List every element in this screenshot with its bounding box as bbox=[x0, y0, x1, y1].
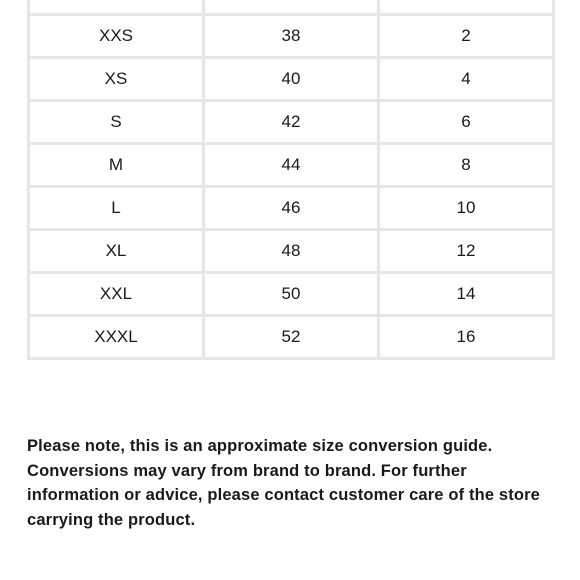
table-cell bbox=[29, 0, 204, 15]
table-row bbox=[29, 273, 554, 316]
table-cell: M bbox=[29, 144, 204, 187]
table-cell: XXS bbox=[29, 15, 204, 58]
table-row bbox=[29, 230, 554, 273]
table-cell: 6 bbox=[379, 101, 554, 144]
size-table-body bbox=[29, 0, 554, 359]
table-cell: 14 bbox=[379, 273, 554, 316]
table-row bbox=[29, 58, 554, 101]
table-cell: 16 bbox=[379, 316, 554, 359]
table-cell: XXXL bbox=[29, 316, 204, 359]
table-cell: 10 bbox=[379, 187, 554, 230]
table-row bbox=[29, 144, 554, 187]
table-row bbox=[29, 0, 554, 15]
size-conversion-table bbox=[27, 0, 555, 360]
table-cell: 40 bbox=[204, 58, 379, 101]
table-cell: 44 bbox=[204, 144, 379, 187]
table-cell: XS bbox=[29, 58, 204, 101]
table-cell bbox=[379, 0, 554, 15]
table-cell: 50 bbox=[204, 273, 379, 316]
table-row bbox=[29, 101, 554, 144]
table-cell: 46 bbox=[204, 187, 379, 230]
table-row bbox=[29, 15, 554, 58]
table-cell: 12 bbox=[379, 230, 554, 273]
size-guide-note: Please note, this is an approximate size conversion guide. Conversions may vary from brand to brand. For further information or advice, please contact customer care of the store carrying the product. bbox=[27, 437, 540, 529]
table-row bbox=[29, 316, 554, 359]
table-row bbox=[29, 187, 554, 230]
table-cell: L bbox=[29, 187, 204, 230]
table-cell: 38 bbox=[204, 15, 379, 58]
table-cell: XL bbox=[29, 230, 204, 273]
table-cell: XXL bbox=[29, 273, 204, 316]
table-cell: 2 bbox=[379, 15, 554, 58]
table-cell: 8 bbox=[379, 144, 554, 187]
table-cell: S bbox=[29, 101, 204, 144]
table-cell: 48 bbox=[204, 230, 379, 273]
table-cell: 4 bbox=[379, 58, 554, 101]
table-cell bbox=[204, 0, 379, 15]
table-cell: 52 bbox=[204, 316, 379, 359]
table-cell: 42 bbox=[204, 101, 379, 144]
